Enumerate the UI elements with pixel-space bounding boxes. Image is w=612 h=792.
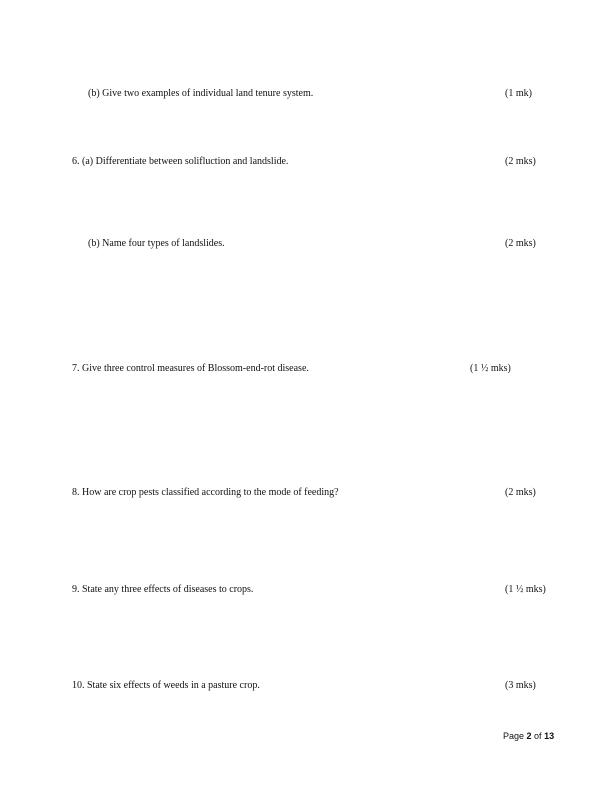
- question-marks: (1 ½ mks): [505, 584, 546, 595]
- question-text: 7. Give three control measures of Blossom-end-rot disease.: [72, 363, 309, 374]
- question-text: (b) Name four types of landslides.: [88, 238, 225, 249]
- question-text: 8. How are crop pests classified according to the mode of feeding?: [72, 487, 339, 498]
- question-marks: (2 mks): [505, 487, 536, 498]
- page-current: 2: [526, 731, 532, 741]
- page-separator: of: [531, 731, 545, 741]
- question-marks: (2 mks): [505, 156, 536, 167]
- question-text: 10. State six effects of weeds in a pasture crop.: [72, 680, 260, 691]
- question-marks: (1 ½ mks): [470, 363, 511, 374]
- question-marks: (1 mk): [505, 88, 532, 99]
- page-prefix: Page: [503, 731, 527, 741]
- question-marks: (2 mks): [505, 238, 536, 249]
- page-number: [503, 731, 554, 742]
- page-total: 13: [544, 731, 555, 741]
- question-text: 9. State any three effects of diseases to crops.: [72, 584, 254, 595]
- question-marks: (3 mks): [505, 680, 536, 691]
- question-text: 6. (a) Differentiate between solifluction and landslide.: [72, 156, 289, 167]
- question-text: (b) Give two examples of individual land tenure system.: [88, 88, 314, 99]
